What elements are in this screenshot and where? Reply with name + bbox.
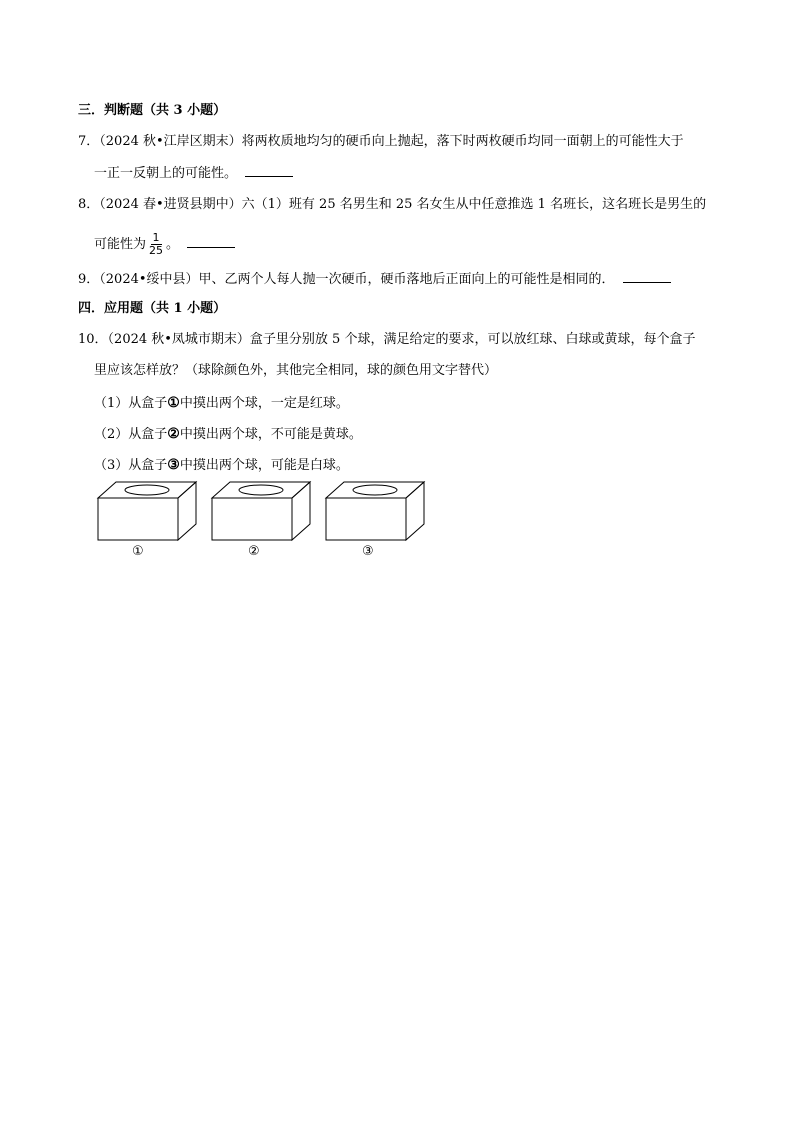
box-label-3: ③ bbox=[362, 544, 374, 559]
question-9-text: 9．（2024•绥中县）甲、乙两个人每人抛一次硬币，硬币落地后正面向上的可能性是相同的． bbox=[78, 272, 615, 287]
box-3 bbox=[326, 482, 424, 540]
question-10-line-2: 里应该怎样放？（球除颜色外，其他完全相同，球的颜色用文字替代） bbox=[94, 363, 498, 378]
sub-2-prefix: （2）从盒子 bbox=[94, 427, 168, 442]
question-10-line-1: 10．（2024 秋•凤城市期末）盒子里分别放 5 个球，满足给定的要求，可以放红球、白球或黄球，每个盒子 bbox=[78, 332, 696, 347]
question-7-line-1: 7．（2024 秋•江岸区期末）将两枚质地均匀的硬币向上抛起，落下时两枚硬币均同一面朝上的可能性大于 bbox=[78, 134, 684, 149]
sub-1-suffix: 中摸出两个球，一定是红球。 bbox=[179, 396, 349, 411]
question-9-line bbox=[78, 270, 671, 289]
box-1-mark: ① bbox=[167, 395, 180, 411]
probability-fraction bbox=[147, 232, 165, 257]
sub-2-suffix: 中摸出两个球，不可能是黄球。 bbox=[179, 427, 362, 442]
box-figure bbox=[94, 478, 454, 572]
box-label-2: ② bbox=[248, 544, 260, 559]
question-7-line-2 bbox=[94, 164, 293, 183]
section-heading-apply: 四．应用题（共 1 小题） bbox=[78, 301, 227, 316]
answer-blank-7[interactable] bbox=[245, 164, 293, 177]
box-2-mark: ② bbox=[167, 426, 180, 442]
sub-3-prefix: （3）从盒子 bbox=[94, 458, 168, 473]
fraction-denominator: 25 bbox=[149, 244, 164, 257]
answer-blank-9[interactable] bbox=[623, 270, 671, 283]
section-heading-judge: 三．判断题（共 3 小题） bbox=[78, 103, 227, 118]
box-3-mark: ③ bbox=[167, 457, 180, 473]
fraction-numerator: 1 bbox=[152, 231, 160, 244]
box-label-1: ① bbox=[132, 544, 144, 559]
question-7-text: 一正一反朝上的可能性。 bbox=[94, 166, 238, 181]
sub-1-prefix: （1）从盒子 bbox=[94, 396, 168, 411]
question-8-line-2 bbox=[94, 232, 235, 257]
question-8-line-1: 8．（2024 春•进贤县期中）六（1）班有 25 名男生和 25 名女生从中任意推选 1 名班长，这名班长是男生的 bbox=[78, 197, 707, 212]
sub-3-suffix: 中摸出两个球，可能是白球。 bbox=[179, 458, 349, 473]
box-2 bbox=[212, 482, 310, 540]
question-10-sub-3 bbox=[94, 456, 349, 475]
question-8-suffix: 。 bbox=[166, 237, 180, 252]
question-10-sub-1 bbox=[94, 394, 349, 413]
box-1 bbox=[98, 482, 196, 540]
question-10-sub-2 bbox=[94, 425, 362, 444]
question-8-prefix: 可能性为 bbox=[94, 237, 147, 252]
answer-blank-8[interactable] bbox=[187, 235, 235, 248]
boxes-drawing bbox=[94, 478, 454, 568]
